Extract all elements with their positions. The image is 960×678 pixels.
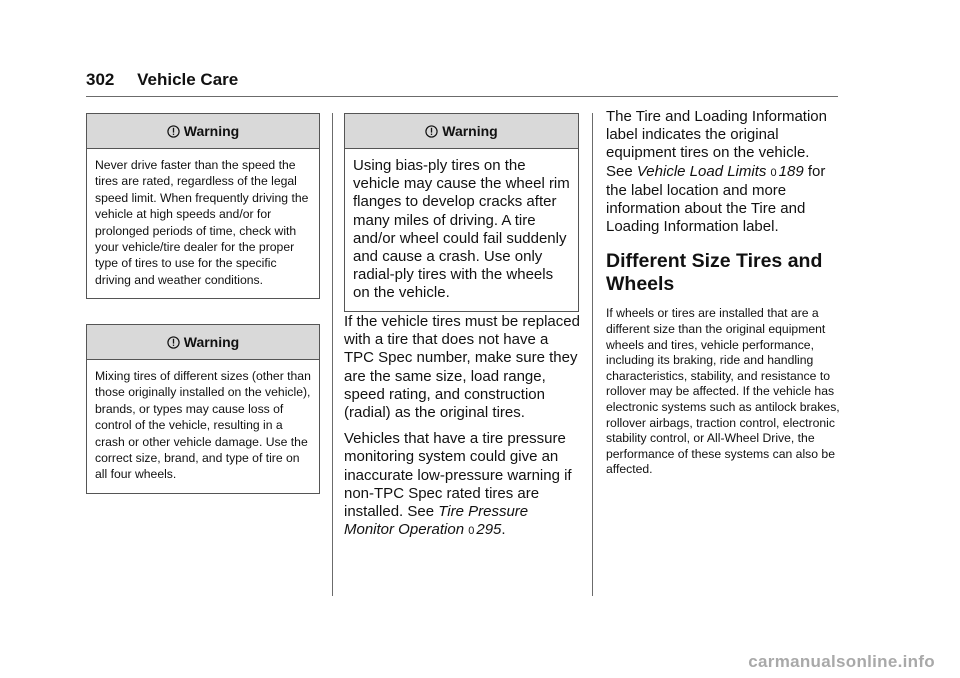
warning-icon [425,125,438,138]
header-divider [86,96,838,97]
page-reference[interactable]: 189 [778,162,804,180]
cross-reference-link[interactable]: Tire Pressure Monitor Operation [344,503,529,539]
section-heading: Different Size Tires and Wheels [606,250,823,296]
paragraph-loading-label [606,108,840,236]
warning-text: Mixing tires of different sizes (other than those originally installed on the vehicle), brands, or types may cause loss of control of the vehicle, resulting in a crash or other vehicle damage. Use the correct size, brand, and type of tire on all four wheels. [95,369,311,482]
column-divider [332,113,333,596]
cross-reference-link[interactable]: Vehicle Load Limits [636,162,767,180]
page-ref-arrow-icon: 0 [468,525,475,538]
watermark: carmanualsonline.info [748,652,935,671]
warning-header [87,114,319,149]
warning-header [345,114,578,149]
warning-icon [167,125,180,138]
page-ref-arrow-icon: 0 [770,166,777,179]
warning-title: Warning [183,123,240,139]
column-divider [592,113,593,596]
page-number: 302 [86,70,115,89]
page-header [86,70,238,90]
warning-box-bias-ply [344,113,579,312]
warning-box-speed-rating [86,113,320,299]
warning-box-mixing-tires [86,324,320,494]
warning-text: Using bias-ply tires on the vehicle may cause the wheel rim flanges to develop cracks after many miles of driving. A tire and/or wheel could fail suddenly and cause a crash. Use only radial-ply tires with the wheels on the vehicle. [353,157,570,302]
paragraph-text: The Tire and Loading Information label indicates the original equipment tires on the vehicle. See [606,108,827,180]
column-2-text [344,313,580,548]
page-reference[interactable]: 295 [476,521,502,539]
paragraph-pressure-warning [344,430,580,540]
warning-header [87,325,319,360]
column-3-text [606,108,840,478]
warning-title: Warning [442,123,498,139]
paragraph-end: . [501,521,506,539]
paragraph-text: Vehicles that have a tire pressure monitoring system could give an inaccurate low-pressure warning if non-TPC Spec rated tires are installed. See [344,430,572,521]
section-title: Vehicle Care [137,70,239,89]
warning-title: Warning [183,334,240,350]
paragraph-tpc-spec: If the vehicle tires must be replaced with a tire that does not have a TPC Spec number, make sure they are the same size, load range, speed rating, and construction (radial) as the original tires. [344,313,580,422]
paragraph-end: for the label location and more information about the Tire and Loading Information label. [606,162,826,236]
paragraph-different-size: If wheels or tires are installed that are a different size than the original equipment wheels and tires, vehicle performance, including its braking, ride and handling characteristics, stability, and resistance to rollover may be affected. If the vehicle has electronic systems such as antilock brakes, rollover airbags, traction control, electronic stability control, or All-Wheel Drive, the performance of these systems can also be affected. [606,306,840,477]
warning-icon [167,336,180,349]
warning-text: Never drive faster than the speed the tires are rated, regardless of the legal speed limit. When frequently driving the vehicle at high speeds and/or for prolonged periods of time, check with your vehicle/tire dealer for the proper type of tires to use for the specific driving and weather conditions. [95,158,309,287]
